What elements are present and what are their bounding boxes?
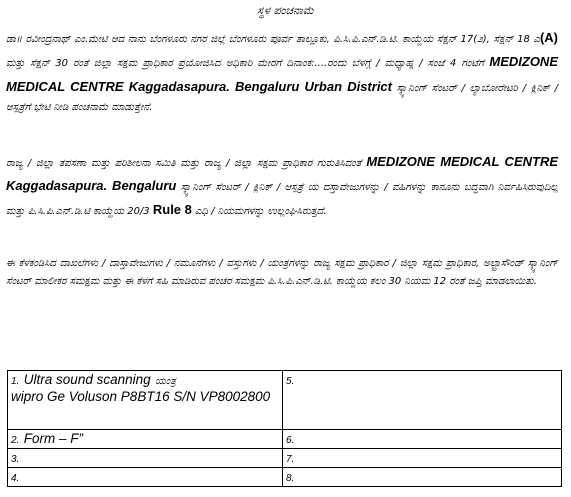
item-number: 2. [11,435,20,446]
para2-centre-name: MEDIZONE MEDICAL CENTRE Kaggadasapura. Bengaluru [6,154,558,193]
item-description: Ultra sound scanning [23,372,151,387]
table-row [8,449,562,468]
item-number: 7. [286,454,295,465]
table-cell [283,468,562,487]
para1-text-2: ಮತ್ತು ಸೆಕ್ಷನ್ 30 ರಂತೆ ಜಿಲ್ಲಾ ಸಕ್ಷಮ ಪ್ರಾಧಿಕಾರ ಪ್ರಯೋಜಿಸಿದ ಅಧಿಕಾರಿ ಮೇರಗೆ ದಿನಾಂಕ:....ರಂದು ಬೆಳಗ್ಗೆ / ಮಧ್ಯಾಹ್ನ / ಸಂಜೆ 4 ಗಂಟೆಗೆ [6,58,490,70]
item-number: 1. [11,376,20,387]
para1-section-a: (A) [539,30,558,45]
para1-text-1: ಡಾ॥ ರವೀಂದ್ರನಾಥ್ ಎಂ.ಮೇಟಿ ಆದ ನಾನು ಬೆಂಗಳೂರು ನಗರ ಜಿಲ್ಲೆ ಬೆಂಗಳೂರು ಪೂರ್ವ ತಾಲ್ಲೂಕು, ಪಿ.ಸಿ.ಪಿ.ಎನ್.ಡಿ.ಟಿ. ಕಾಯ್ದೆಯ ಸೆಕ್ಷನ್ 17(೨), ಸೆಕ್ಷನ್ 18 ಎ [6,34,540,45]
item-number: 4. [11,473,20,484]
table-cell [8,371,283,430]
paragraph-seizure [6,255,558,291]
item-number: 6. [286,435,295,446]
paragraph-inspection-intro [6,26,558,118]
table-cell [8,449,283,468]
para2-text-1: ರಾಜ್ಯ / ಜಿಲ್ಲಾ ತಪಸಣಾ ಮತ್ತು ಪರಿಶೀಲನಾ ಸಮಿತಿ ಮತ್ತು ರಾಜ್ಯ / ಜಿಲ್ಲಾ ಸಕ್ಷಮ ಪ್ರಾಧಿಕಾರ ಗುರುತಿಸಿದಂತೆ [6,158,367,169]
item-number: 5. [286,376,295,387]
item-number: 3. [11,454,20,465]
para2-text-3: ಎಧಿ / ನಿಯಮಗಳನ್ನು ಉಲ್ಲಂಘಿಸಿರುತ್ತದೆ. [191,205,327,217]
seized-items-table [7,370,562,487]
paragraph-violation [6,150,558,222]
item-description: Form – F” [23,431,84,446]
para2-rule: Rule 8 [152,201,192,217]
item-description-kn: ಯಂತ್ರ [155,376,176,387]
table-cell [8,468,283,487]
document-title: ಸ್ಥಳ ಪಂಚನಾಮೆ [257,4,314,17]
para1-text-3: ಸ್ಕ್ಯಾನಿಂಗ್ ಸೆಂಟರ್ / ಲ್ಯಾಬೋರೇಟರಿ / ಕ್ಲಿನಿಕ್ / ಆಸ್ಪತ್ರೆಗೆ ಭೇಟಿ ನೀಡಿ ಪಂಚನಾಮೆ ಮಾಡುತ್ತೇನೆ. [6,82,558,114]
table-row [8,468,562,487]
table-row [8,430,562,449]
table-cell [283,371,562,430]
para1-centre-name: MEDIZONE MEDICAL CENTRE Kaggadasapura. Bengaluru Urban District [6,54,558,94]
item-machine-details: wipro Ge Voluson P8BT16 S/N VP8002800 [11,389,271,404]
table-cell [283,449,562,468]
para3-text: ಈ ಕೆಳಕಂಡಿಸಿದ ದಾಖಲೆಗಳು / ದಾಸ್ತಾವೇಜುಗಳು / ನಮೂನೆಗಳು / ವಸ್ತುಗಳು / ಯಂತ್ರಗಳನ್ನು ರಾಜ್ಯ ಸಕ್ಷಮ ಪ್ರಾಧಿಕಾರ / ಜಿಲ್ಲಾ ಸಕ್ಷಮ ಪ್ರಾಧಿಕಾರ, ಅಲ್ಟ್ರಾಸೌಂಡ್ ಸ್ಕ್ಯಾನಿಂಗ್ ಸೆಂಟರ್ ಮಾಲೀಕರ ಸಮಕ್ಷಮ ಮತ್ತು ಈ ಕೆಳಗೆ ಸಹಿ ಮಾಡಿರುವ ಪಂಚರ ಸಮಕ್ಷಮ ಪಿ.ಸಿ.ಪಿ.ಎನ್.ಡಿ.ಟಿ. ಕಾಯ್ದೆಯ ಕಲಂ 30 ನಿಯಮ 12 ರಂತೆ ಜಪ್ತಿ ಮಾಡಲಾಯಿತು. [6,258,558,287]
table-row [8,371,562,430]
para2-text-2: ಸ್ಕ್ಯಾನಿಂಗ್ ಸೆಂಟರ್ / ಕ್ಲಿನಿಕ್ / ಆಸ್ಪತ್ರೆ ಯ ದಸ್ತಾವೇಜುಗಳನ್ನು / ವಹಿಗಳನ್ನು ಕಾನೂನು ಬದ್ಧವಾಗಿ ನಿರ್ವಹಿಸಿರುವುದಿಲ್ಲ ಮತ್ತು ಪಿ.ಸಿ.ಪಿ.ಎನ್.ಡಿ.ಟಿ ಕಾಯ್ದೆಯ 20/3 [6,181,559,217]
item-number: 8. [286,473,295,484]
table-cell [283,430,562,449]
table-cell [8,430,283,449]
